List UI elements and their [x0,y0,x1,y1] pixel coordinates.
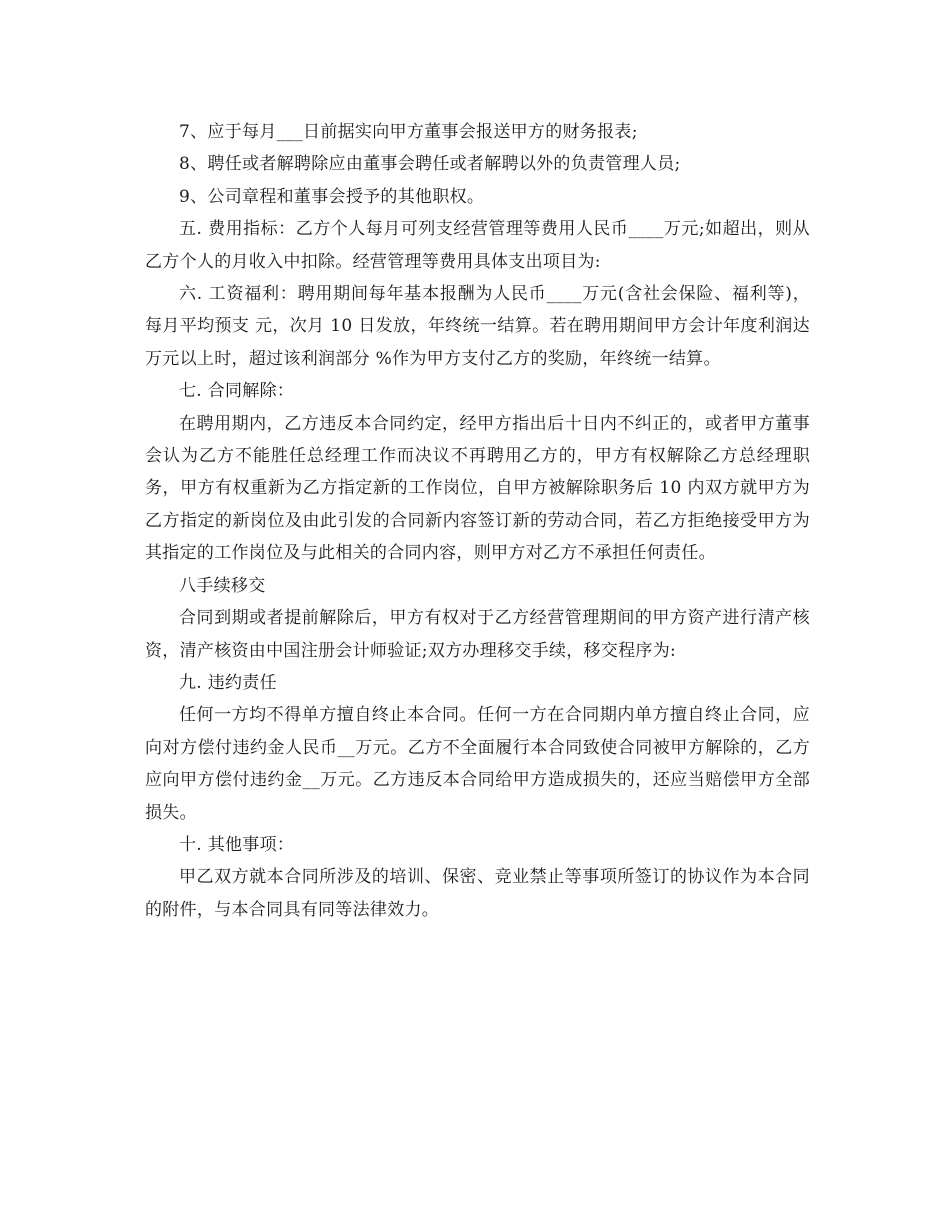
section-6-salary-benefits: 六. 工资福利：聘用期间每年基本报酬为人民币____万元(含社会保险、福利等)，每月平均预支 元，次月 10 日发放，年终统一结算。若在聘用期间甲方会计年度利润达 万元以上时，超过该利润部分 %作为甲方支付乙方的奖励，年终统一结算。 [145,284,810,369]
section-8-heading: 八手续移交 [179,575,266,596]
section-5-expense-indicators: 五. 费用指标：乙方个人每月可列支经营管理等费用人民币____万元;如超出，则从乙方个人的月收入中扣除。经营管理等费用具体支出项目为: [145,219,810,272]
section-7-heading: 七. 合同解除： [179,381,295,402]
section-9-breach-liability: 任何一方均不得单方擅自终止本合同。任何一方在合同期内单方擅自终止合同，应向对方偿付违约金人民币__万元。乙方不全面履行本合同致使合同被甲方解除的，乙方应向甲方偿付违约金__万元。乙方违反本合同给甲方造成损失的，还应当赔偿甲方全部损失。 [145,705,810,823]
section-10-heading: 十. 其他事项： [179,834,295,855]
section-10-other-matters: 甲乙双方就本合同所涉及的培训、保密、竞业禁止等事项所签订的协议作为本合同的附件，与本合同具有同等法律效力。 [145,867,810,920]
clause-7-financial-reports: 7、应于每月___日前据实向甲方董事会报送甲方的财务报表; [179,122,638,142]
section-9-heading: 九. 违约责任 [179,672,277,693]
clause-9-other-powers: 9、公司章程和董事会授予的其他职权。 [179,186,485,207]
document-body [145,116,810,926]
section-8-handover: 合同到期或者提前解除后，甲方有权对于乙方经营管理期间的甲方资产进行清产核资，清产核资由中国注册会计师验证;双方办理移交手续，移交程序为: [145,608,810,661]
clause-8-appoint-managers: 8、聘任或者解聘除应由董事会聘任或者解聘以外的负责管理人员; [179,154,681,175]
section-7-contract-termination: 在聘用期内，乙方违反本合同约定，经甲方指出后十日内不纠正的，或者甲方董事会认为乙方不能胜任总经理工作而决议不再聘用乙方的，甲方有权解除乙方总经理职务，甲方有权重新为乙方指定新的工作岗位，自甲方被解除职务后 10 内双方就甲方为乙方指定的新岗位及由此引发的合同新内容签订新的劳动合同，若乙方拒绝接受甲方为其指定的工作岗位及与此相关的合同内容，则甲方对乙方不承担任何责任。 [145,413,810,564]
